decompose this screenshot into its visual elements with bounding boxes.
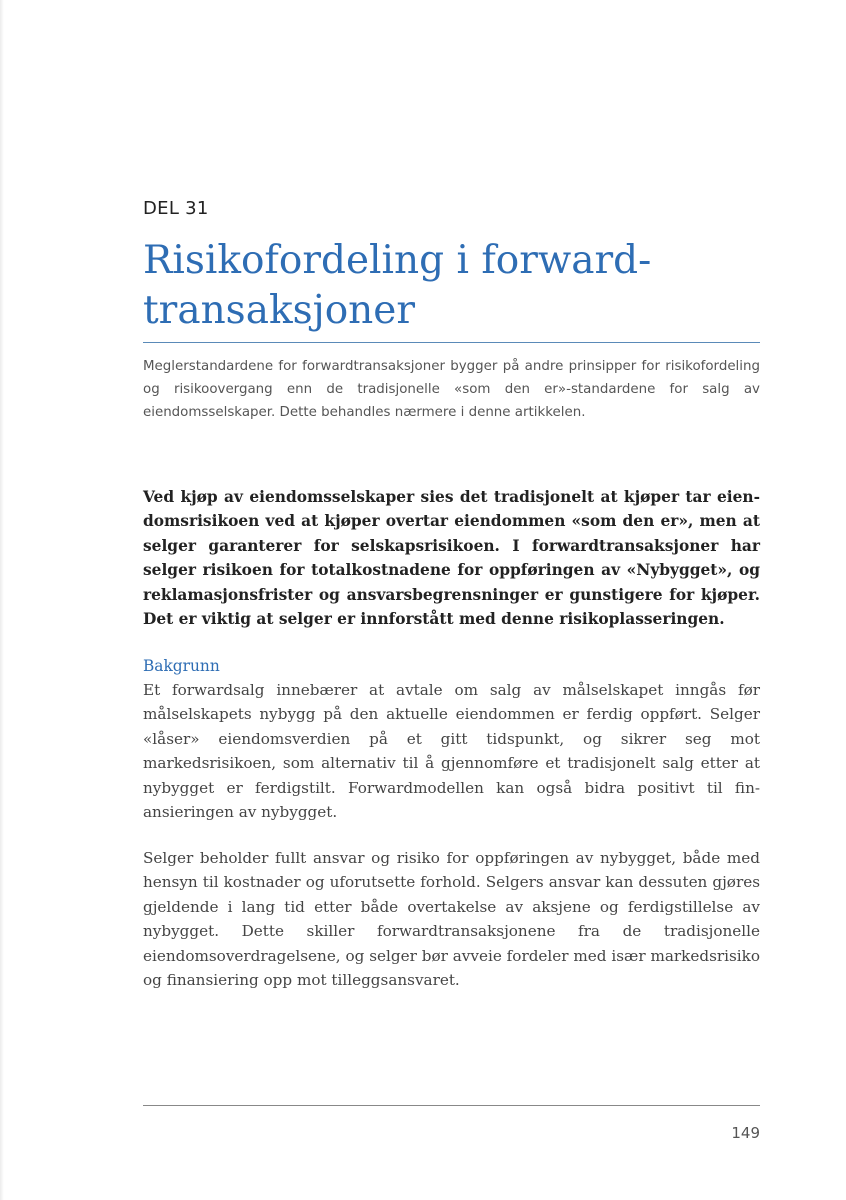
title-divider xyxy=(143,342,760,343)
body-paragraph: Et forwardsalg innebærer at avtale om salg av målselskapet inngås før målselskapets nybygg på den aktuelle eiendommen er ferdig oppført. Selger «låser» eiendomsverdien på et gitt tidspunkt, og sikrer seg mot markedsrisikoen, som alternativ til å gjennomføre et tradisjonelt salg etter at nybygget er ferdigstilt. Forwardmodellen kan også bidra positivt til finansieringen av nybygget. xyxy=(143,681,760,822)
footer-divider xyxy=(143,1105,760,1106)
section-label: DEL 31 xyxy=(143,198,209,219)
page-edge-shadow xyxy=(0,0,4,1200)
article-title: Risikofordeling i forward-transaksjoner xyxy=(143,238,652,333)
lead-paragraph: Ved kjøp av eiendomsselskaper sies det tradisjonelt at kjøper tar eiendomsrisikoen ved at kjøper overtar eiendommen «som den er», men at selger garanterer for selskapsrisikoen. I forwardtransaksjoner har selger risikoen for totalkostnadene for oppføringen av «Nybygget», og reklamasjonsfrister og ansvarsbegrensninger er gunstigere for kjøper. Det er viktig at selger er innforstått med denne risikoplasseringen. xyxy=(143,488,760,629)
body-paragraph: Selger beholder fullt ansvar og risiko for oppføringen av nybygget, både med hensyn til kostnader og uforutsette forhold. Selgers ansvar kan dessuten gjøres gjeldende i lang tid etter både overtakelse av aksjene og ferdigstillelse av nybygget. Dette skiller forwardtransaksjonene fra de tradisjonelle eiendomsoverdragelsene, og selger bør avveie fordeler med især markedsrisiko og finansiering opp mot tilleggsansvaret. xyxy=(143,849,760,990)
article-intro: Meglerstandardene for forwardtransaksjoner bygger på andre prinsipper for risikofordeling og risikoovergang enn de tradisjonelle «som den er»-standardene for salg av eiendomsselskaper. Dette behandles nærmere i denne artikkelen. xyxy=(143,359,760,420)
page-number: 149 xyxy=(731,1124,760,1142)
subheading-bakgrunn: Bakgrunn xyxy=(143,657,220,675)
